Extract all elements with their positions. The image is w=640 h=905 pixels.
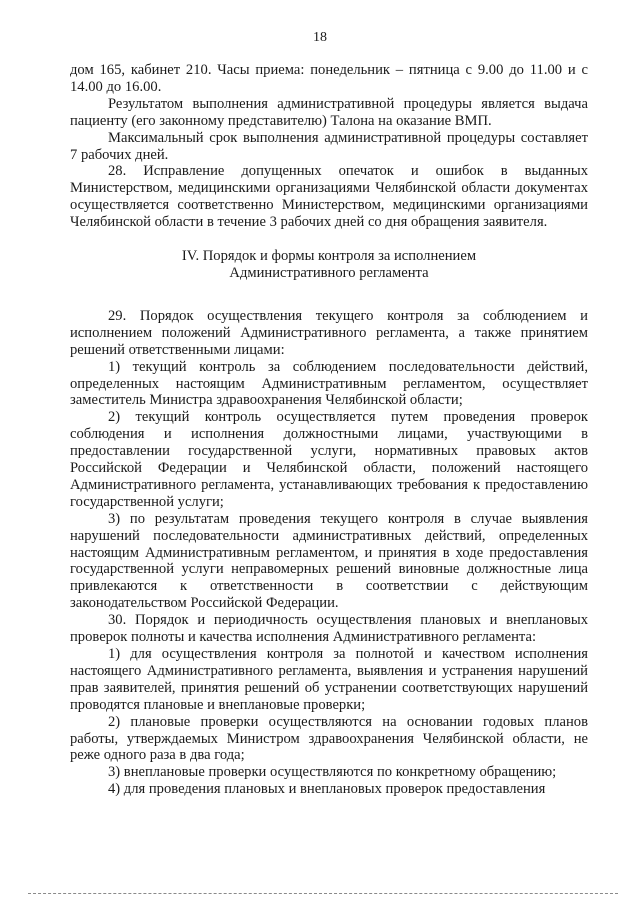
list-item: 3) внеплановые проверки осуществляются по конкретному обращению; (108, 764, 557, 781)
paragraph: дом 165, кабинет 210. Часы приема: понедельник – пятница с 9.00 до 11.00 и с 14.00 до 16.00. (70, 62, 588, 95)
section-heading-line-1: IV. Порядок и формы контроля за исполнением (181, 248, 477, 265)
paragraph: 28. Исправление допущенных опечаток и ошибок в выданных Министерством, медицинскими организациями Челябинской области документах осуществляется соответственно Министерством, медицинскими организациями Челябинской области в течение 3 рабочих дней со дня обращения заявителя. (70, 163, 588, 231)
paragraph: Результатом выполнения административной процедуры является выдача пациенту (его законному представителю) Талона на оказание ВМП. (70, 95, 588, 129)
list-item: 4) для проведения плановых и внеплановых проверок предоставления (108, 781, 546, 798)
list-item: 1) текущий контроль за соблюдением последовательности действий, определенных настоящим Административным регламентом, осуществляет заместитель Министра здравоохранения Челябинской области; (70, 358, 588, 409)
paragraph: 30. Порядок и периодичность осуществления плановых и внеплановых проверок полноты и качества исполнения Административного регламента: (70, 612, 588, 646)
paragraph: Максимальный срок выполнения административной процедуры составляет 7 рабочих дней. (70, 129, 588, 163)
paragraph: 29. Порядок осуществления текущего контроля за соблюдением и исполнением положений Административного регламента, а также принятием решений ответственными лицами: (70, 307, 588, 358)
page-number: 18 (313, 30, 327, 45)
list-item: 1) для осуществления контроля за полнотой и качеством исполнения настоящего Административного регламента, выявления и устранения нарушений прав заявителей, принятия решений об устранении соответствующих нарушений проводятся плановые и внеплановые проверки; (70, 646, 588, 713)
footer-divider (28, 893, 618, 894)
section-heading-line-2: Административного регламента (229, 264, 429, 281)
list-item: 2) текущий контроль осуществляется путем проведения проверок соблюдения и исполнения должностными лицами, участвующими в предоставлении государственной услуги, нормативных правовых актов Российской Федерации и Челябинской области, положений настоящего Административного регламента, устанавливающих требования к предоставлению государственной услуги; (70, 409, 588, 510)
list-item: 2) плановые проверки осуществляются на основании годовых планов работы, утверждаемых Министром здравоохранения Челябинской области, не реже одного раза в два года; (70, 713, 588, 764)
section-heading (70, 248, 588, 282)
list-item: 3) по результатам проведения текущего контроля в случае выявления нарушений последовательности административных действий, определенных настоящим Административным регламентом, и принятия в ходе предоставления государственной услуги неправомерных решений виновные должностные лица привлекаются к ответственности в соответствии с действующим законодательством Российской Федерации. (70, 510, 588, 612)
document-body (70, 62, 588, 798)
